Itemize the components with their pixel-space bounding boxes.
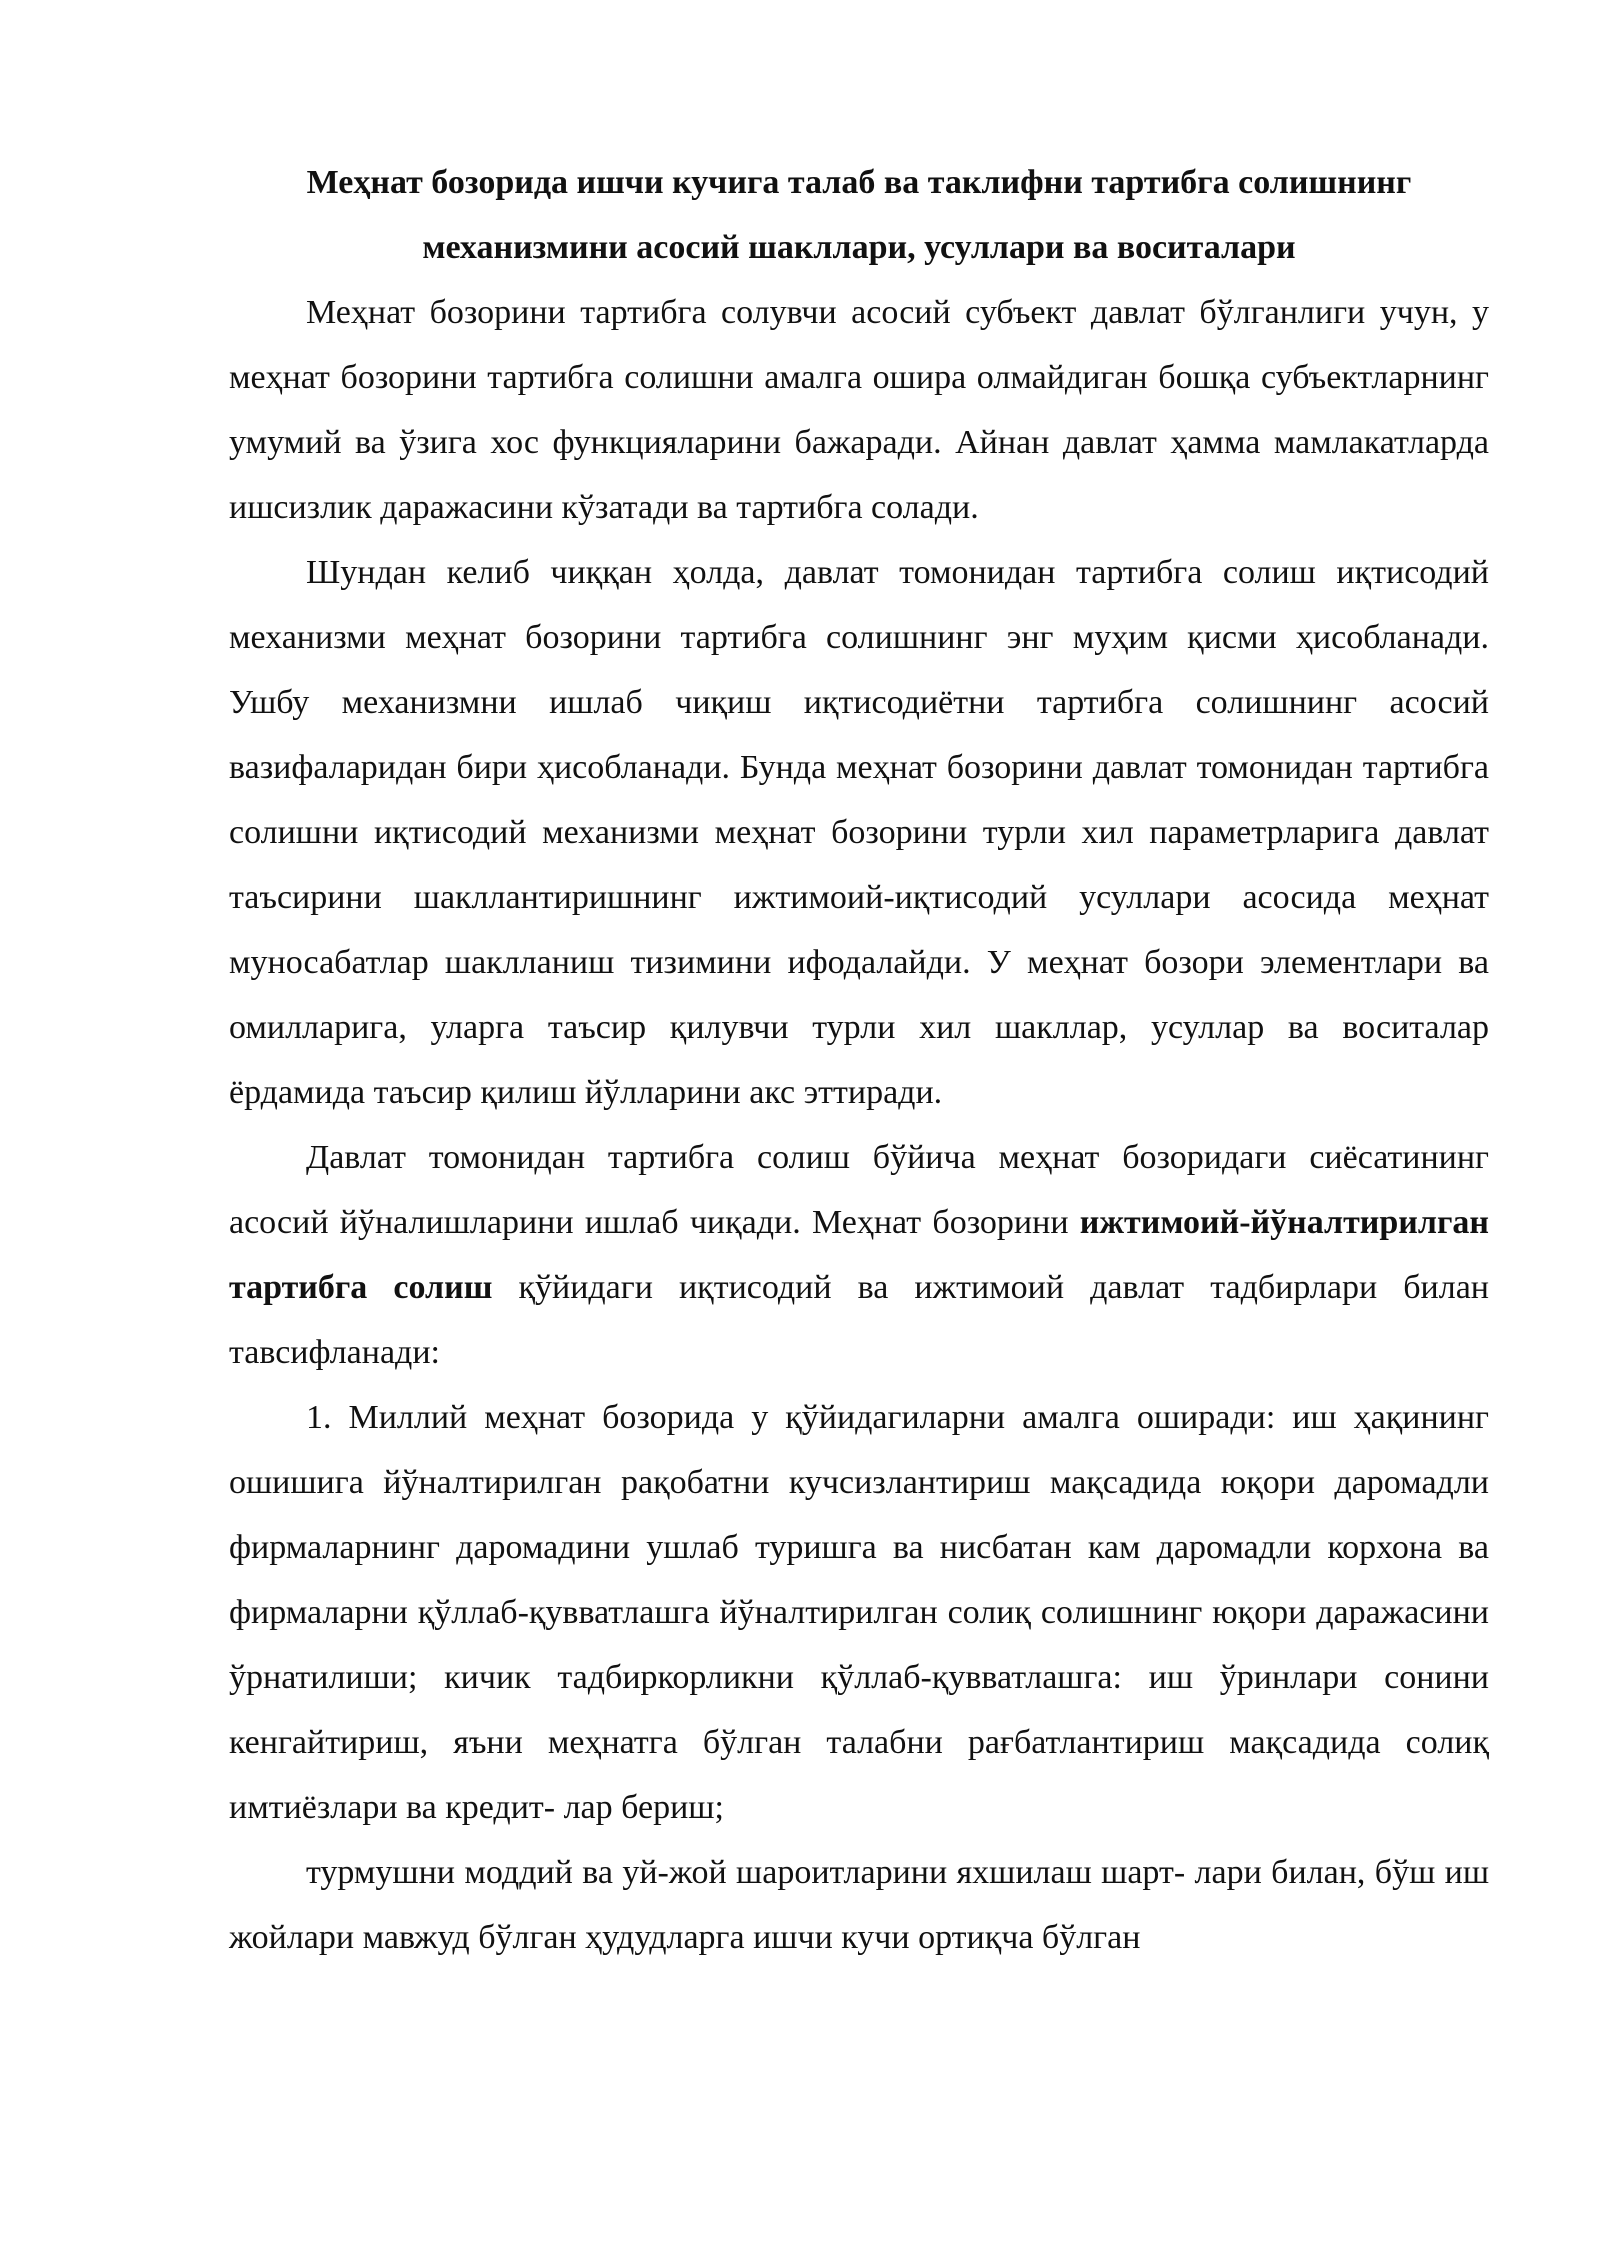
paragraph-3-bold: ижтимоий-йўналтирилган тартибга солиш	[229, 1204, 1489, 1306]
paragraph-3	[229, 1125, 1489, 1385]
paragraph-3-start: Давлат томонидан тартибга солиш бўйича меҳнат бозоридаги сиёсатининг асосий йўналишларини ишлаб чиқади. Меҳнат бозорини	[229, 1139, 1489, 1241]
paragraph-3-end: қўйидаги иқтисодий ва ижтимоий давлат тадбирлари билан тавсифланади:	[229, 1269, 1490, 1371]
document-title: Меҳнат бозорида ишчи кучига талаб ва таклифни тартибга солишнинг механизмини асосий шакллари, усуллари ва воситалари	[306, 164, 1412, 266]
document-body	[229, 150, 1489, 1970]
paragraph-1: Меҳнат бозорини тартибга солувчи асосий субъект давлат бўлганлиги учун, у меҳнат бозорини тартибга солишни амалга ошира олмайдиган бошқа субъектларнинг умумий ва ўзига хос функцияларини бажаради. Айнан давлат ҳамма мамлакатларда ишсизлик даражасини кўзатади ва тартибга солади.	[229, 294, 1489, 526]
paragraph-2: Шундан келиб чиққан ҳолда, давлат томонидан тартибга солиш иқтисодий механизми меҳнат бозорини тартибга солишнинг энг муҳим қисми ҳисобланади. Ушбу механизмни ишлаб чиқиш иқтисодиётни тартибга солишнинг асосий вазифаларидан бири ҳисобланади. Бунда меҳнат бозорини давлат томонидан тартибга солишни иқтисодий механизми меҳнат бозорини турли хил параметрларига давлат таъсирини шакллантиришнинг ижтимоий-иқтисодий усуллари асосида меҳнат муносабатлар шаклланиш тизимини ифодалайди. У меҳнат бозори элементлари ва омилларига, уларга таъсир қилувчи турли хил шакллар, усуллар ва воситалар ёрдамида таъсир қилиш йўлларини акс эттиради.	[229, 554, 1489, 1111]
paragraph-5: турмушни моддий ва уй-жой шароитларини яхшилаш шарт- лари билан, бўш иш жойлари мавжуд бўлган ҳудудларга ишчи кучи ортиқча бўлган	[229, 1854, 1489, 1956]
paragraph-4: 1. Миллий меҳнат бозорида у қўйидагиларни амалга оширади: иш ҳақининг ошишига йўналтирилган рақобатни кучсизлантириш мақсадида юқори даромадли фирмаларнинг даромадини ушлаб туришга ва нисбатан кам даромадли корхона ва фирмаларни қўллаб-қувватлашга йўналтирилган солиқ солишнинг юқори даражасини ўрнатилиши; кичик тадбиркорликни қўллаб-қувватлашга: иш ўринлари сонини кенгайтириш, яъни меҳнатга бўлган талабни рағбатлантириш мақсадида солиқ имтиёзлари ва кредит- лар бериш;	[229, 1399, 1489, 1826]
